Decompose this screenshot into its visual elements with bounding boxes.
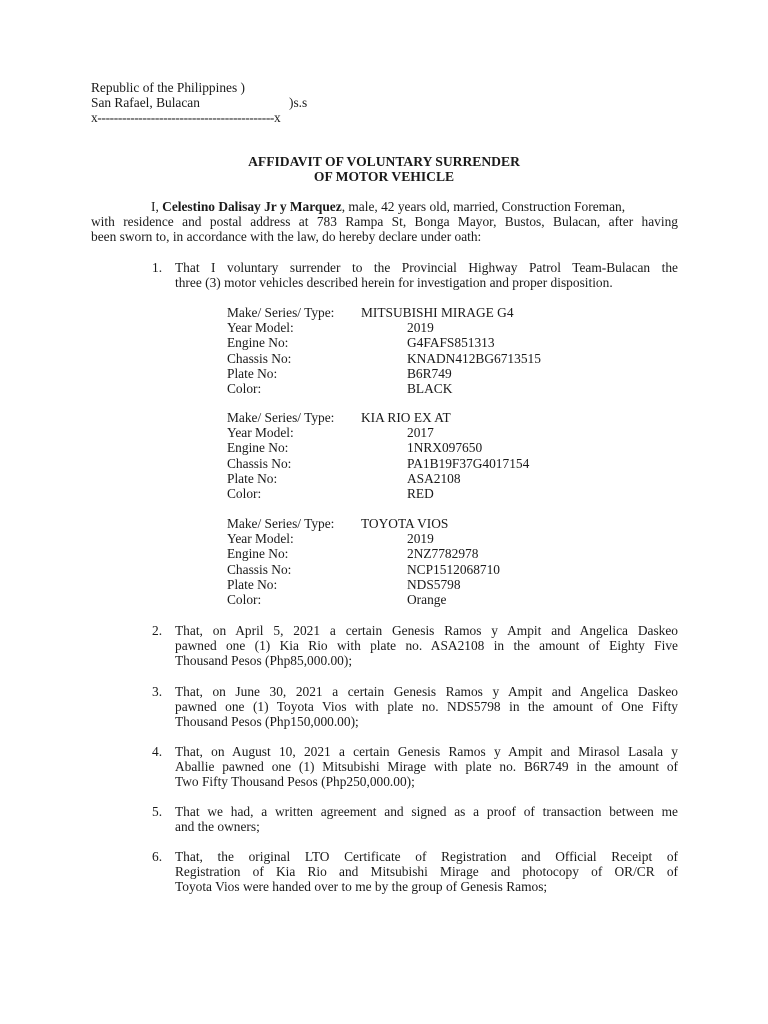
document-title-line2: OF MOTOR VEHICLE bbox=[313, 169, 455, 184]
vehicle-details-1 bbox=[227, 305, 587, 396]
field-label: Make/ Series/ Type: bbox=[227, 516, 335, 531]
field-label: Chassis No: bbox=[227, 561, 292, 577]
field-value: ASA2108 bbox=[407, 470, 461, 486]
field-label: Year Model: bbox=[227, 425, 294, 441]
intro-line1-rest: , male, 42 years old, married, Construction Foreman, bbox=[341, 199, 626, 214]
field-label: Chassis No: bbox=[227, 350, 292, 366]
vehicle-row bbox=[227, 546, 587, 561]
field-label: Engine No: bbox=[227, 335, 289, 351]
item-number: 1. bbox=[152, 260, 163, 275]
item-line: That, the original LTO Certificate of Registration and Official Receipt of bbox=[175, 849, 678, 864]
field-label: Plate No: bbox=[227, 576, 278, 592]
vehicle-details-2 bbox=[227, 410, 587, 501]
field-value: 2017 bbox=[407, 425, 434, 441]
item-line: That, on April 5, 2021 a certain Genesis Ramos y Ampit and Angelica Daskeo bbox=[175, 623, 678, 638]
item-line: That we had, a written agreement and signed as a proof of transaction between me bbox=[175, 804, 678, 819]
field-value: KIA RIO EX AT bbox=[361, 410, 451, 425]
item-line: Toyota Vios were handed over to me by the group of Genesis Ramos; bbox=[175, 879, 548, 895]
item-line: Thousand Pesos (Php85,000.00); bbox=[175, 653, 353, 669]
vehicle-row bbox=[227, 381, 587, 396]
field-value: 1NRX097650 bbox=[407, 440, 483, 456]
field-value: PA1B19F37G4017154 bbox=[407, 455, 530, 471]
intro-line1 bbox=[151, 199, 625, 214]
vehicle-row bbox=[227, 335, 587, 350]
intro-line2: with residence and postal address at 783 Rampa St, Bonga Mayor, Bustos, Bulacan, after having bbox=[91, 214, 678, 229]
vehicle-row bbox=[227, 486, 587, 501]
field-label: Plate No: bbox=[227, 470, 278, 486]
item-number: 3. bbox=[152, 684, 163, 699]
vehicle-row bbox=[227, 562, 587, 577]
vehicle-row bbox=[227, 425, 587, 440]
item-number: 6. bbox=[152, 849, 163, 864]
field-label: Plate No: bbox=[227, 365, 278, 381]
vehicle-row bbox=[227, 531, 587, 546]
field-value: 2019 bbox=[407, 531, 434, 547]
field-label: Engine No: bbox=[227, 440, 289, 456]
vehicle-row bbox=[227, 440, 587, 455]
field-value: KNADN412BG6713515 bbox=[407, 350, 541, 366]
vehicle-row bbox=[227, 456, 587, 471]
field-label: Make/ Series/ Type: bbox=[227, 305, 335, 320]
field-value: G4FAFS851313 bbox=[407, 335, 495, 351]
document-title-line1: AFFIDAVIT OF VOLUNTARY SURRENDER bbox=[248, 154, 520, 169]
item-line: Registration of Kia Rio and Mitsubishi Mirage and photocopy of OR/CR of bbox=[175, 864, 678, 880]
field-label: Color: bbox=[227, 485, 262, 501]
affiant-name: Celestino Dalisay Jr y Marquez bbox=[162, 199, 342, 214]
vehicle-row bbox=[227, 351, 587, 366]
vehicle-row bbox=[227, 471, 587, 486]
field-label: Year Model: bbox=[227, 531, 294, 547]
field-label: Year Model: bbox=[227, 320, 294, 336]
field-value: 2019 bbox=[407, 320, 434, 336]
field-value: BLACK bbox=[407, 380, 453, 396]
item-line: Two Fifty Thousand Pesos (Php250,000.00); bbox=[175, 774, 415, 790]
item-line: That I voluntary surrender to the Provincial Highway Patrol Team-Bulacan the bbox=[175, 260, 678, 275]
venue-city: San Rafael, Bulacan bbox=[91, 95, 200, 110]
vehicle-row bbox=[227, 592, 587, 607]
intro-prefix: I, bbox=[151, 199, 163, 214]
item-line: That, on August 10, 2021 a certain Genesis Ramos y Ampit and Mirasol Lasala y bbox=[175, 744, 678, 759]
vehicle-row bbox=[227, 577, 587, 592]
item-line: Thousand Pesos (Php150,000.00); bbox=[175, 714, 359, 730]
vehicle-row bbox=[227, 320, 587, 335]
item-line: three (3) motor vehicles described herein for investigation and proper disposition. bbox=[175, 275, 613, 291]
item-line: Aballie pawned one (1) Mitsubishi Mirage with plate no. B6R749 in the amount of bbox=[175, 759, 678, 775]
item-line: pawned one (1) Kia Rio with plate no. ASA2108 in the amount of Eighty Five bbox=[175, 638, 678, 654]
field-label: Make/ Series/ Type: bbox=[227, 410, 335, 425]
vehicle-row bbox=[227, 305, 587, 320]
field-value: RED bbox=[407, 485, 434, 501]
field-value: TOYOTA VIOS bbox=[361, 516, 449, 531]
vehicle-row bbox=[227, 410, 587, 425]
field-value: Orange bbox=[407, 591, 447, 607]
field-label: Chassis No: bbox=[227, 455, 292, 471]
venue-republic: Republic of the Philippines ) bbox=[91, 80, 245, 95]
vehicle-row bbox=[227, 366, 587, 381]
field-label: Color: bbox=[227, 591, 262, 607]
item-line: and the owners; bbox=[175, 819, 260, 835]
field-label: Engine No: bbox=[227, 546, 289, 562]
item-number: 2. bbox=[152, 623, 163, 638]
vehicle-row bbox=[227, 516, 587, 531]
vehicle-details-3 bbox=[227, 516, 587, 607]
field-value: NDS5798 bbox=[407, 576, 461, 592]
venue-separator: x-------------------------------------------x bbox=[91, 110, 281, 125]
item-line: pawned one (1) Toyota Vios with plate no. NDS5798 in the amount of One Fifty bbox=[175, 699, 678, 715]
item-number: 5. bbox=[152, 804, 163, 819]
venue-ss: )s.s bbox=[289, 95, 308, 110]
field-value: B6R749 bbox=[407, 365, 452, 381]
item-line: That, on June 30, 2021 a certain Genesis Ramos y Ampit and Angelica Daskeo bbox=[175, 684, 678, 699]
field-value: 2NZ7782978 bbox=[407, 546, 479, 562]
field-value: MITSUBISHI MIRAGE G4 bbox=[361, 305, 514, 320]
field-label: Color: bbox=[227, 380, 262, 396]
intro-line3: been sworn to, in accordance with the law, do hereby declare under oath: bbox=[91, 229, 482, 244]
field-value: NCP1512068710 bbox=[407, 561, 501, 577]
item-number: 4. bbox=[152, 744, 163, 759]
